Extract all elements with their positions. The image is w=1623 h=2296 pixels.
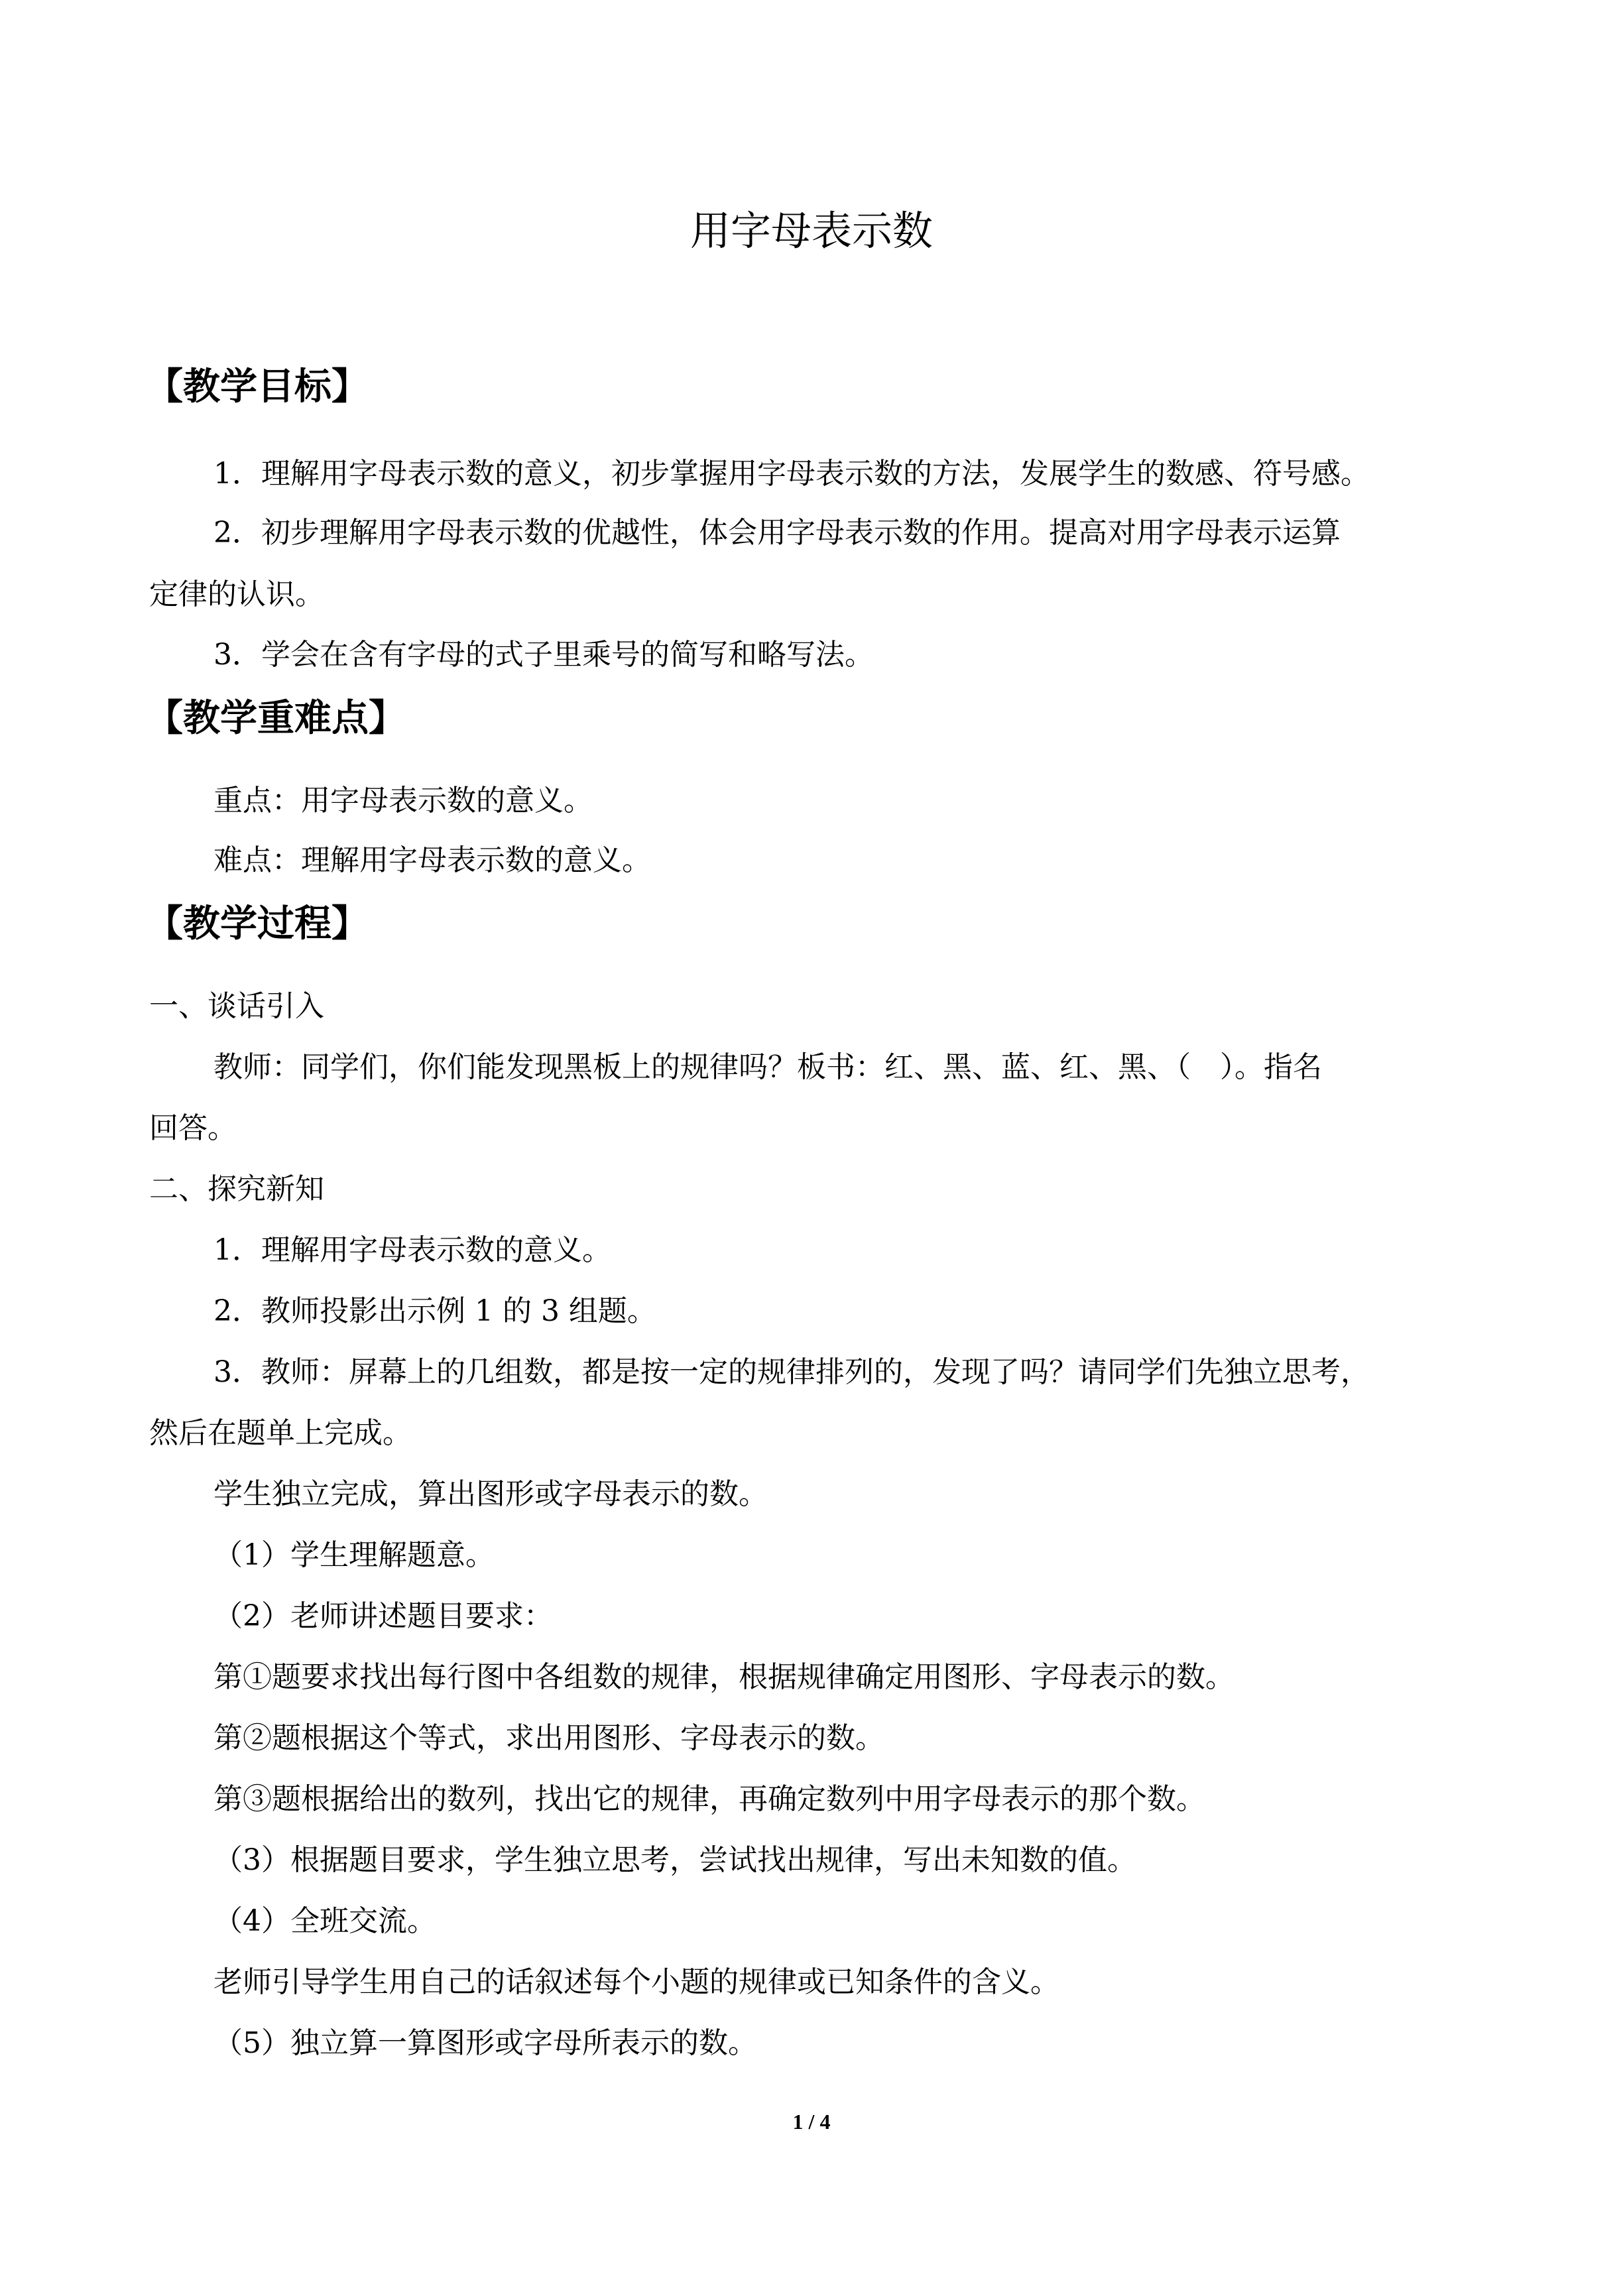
page-number: 1 / 4 [792,2110,831,2134]
process-part-2-item-3-line-1: 3．教师：屏幕上的几组数，都是按一定的规律排列的，发现了吗？请同学们先独立思考， [213,1355,1370,1389]
goal-item-2-line-2: 定律的认识。 [149,577,324,611]
section-heading-process: 【教学过程】 [146,902,369,945]
process-sub-3: （3）根据题目要求，学生独立思考，尝试找出规律，写出未知数的值。 [213,1843,1136,1877]
process-part-2-item-3-line-2: 然后在题单上完成。 [149,1416,412,1450]
process-question-2: 第②题根据这个等式，求出用图形、字母表示的数。 [213,1721,884,1755]
process-question-3: 第③题根据给出的数列，找出它的规律，再确定数列中用字母表示的那个数。 [213,1782,1205,1816]
keypoint-difficult: 难点：理解用字母表示数的意义。 [213,843,651,877]
section-heading-goals: 【教学目标】 [146,365,369,408]
keypoint-key: 重点：用字母表示数的意义。 [213,784,593,817]
process-student-task: 学生独立完成，算出图形或字母表示的数。 [213,1477,768,1511]
process-sub-2: （2）老师讲述题目要求： [213,1599,553,1633]
process-part-2-item-2: 2．教师投影出示例 1 的 3 组题。 [213,1294,656,1328]
process-teacher-guide: 老师引导学生用自己的话叙述每个小题的规律或已知条件的含义。 [213,1965,1059,1999]
process-part-1-title: 一、谈话引入 [149,989,324,1023]
process-sub-5: （5）独立算一算图形或字母所表示的数。 [213,2026,757,2060]
section-heading-keypoints: 【教学重难点】 [146,697,406,740]
process-part-1-line-2: 回答。 [149,1111,237,1145]
process-sub-1: （1）学生理解题意。 [213,1538,495,1572]
goal-item-2-line-1: 2．初步理解用字母表示数的优越性，体会用字母表示数的作用。提高对用字母表示运算 [213,516,1341,550]
page-title: 用字母表示数 [690,208,933,255]
goal-item-1: 1．理解用字母表示数的意义，初步掌握用字母表示数的方法，发展学生的数感、符号感。 [213,457,1370,491]
process-part-1-line-1: 教师：同学们，你们能发现黑板上的规律吗？板书：红、黑、蓝、红、黑、（ ）。指名 [213,1050,1322,1084]
process-question-1: 第①题要求找出每行图中各组数的规律，根据规律确定用图形、字母表示的数。 [213,1660,1234,1694]
process-part-2-item-1: 1．理解用字母表示数的意义。 [213,1233,611,1267]
process-sub-4: （4）全班交流。 [213,1904,436,1938]
process-part-2-title: 二、探究新知 [149,1172,324,1206]
goal-item-3: 3．学会在含有字母的式子里乘号的简写和略写法。 [213,638,874,672]
